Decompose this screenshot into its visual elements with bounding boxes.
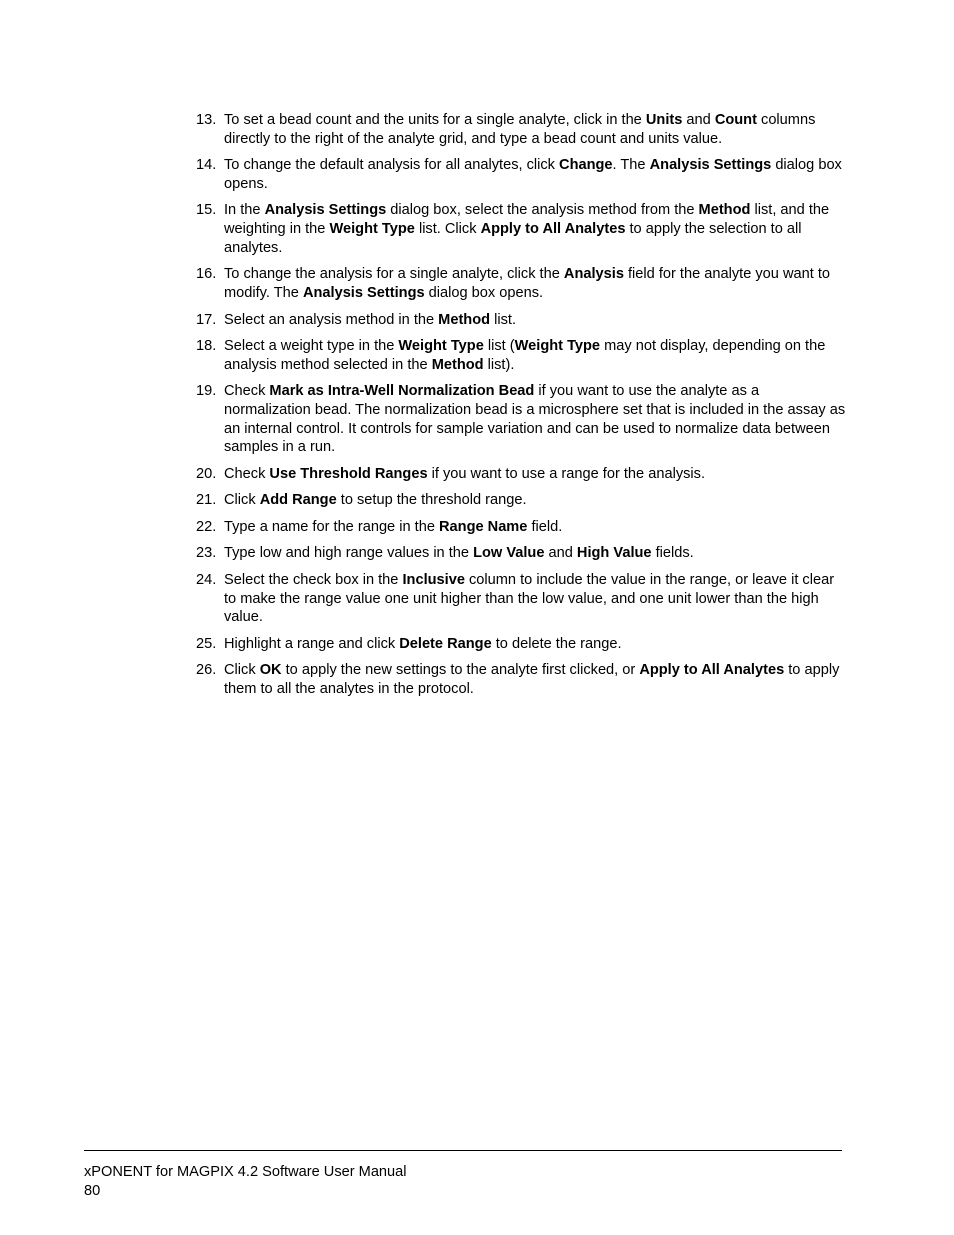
step-item <box>196 265 846 302</box>
step-text-run: Click <box>224 492 260 509</box>
ui-term: Range Name <box>439 518 528 535</box>
footer-divider <box>84 1150 842 1151</box>
step-text <box>224 112 815 147</box>
step-item <box>196 465 846 484</box>
footer-manual-title: xPONENT for MAGPIX 4.2 Software User Manual <box>84 1164 407 1180</box>
step-text-run: fields. <box>651 545 694 562</box>
ui-term: High Value <box>576 545 652 562</box>
ui-term: Units <box>645 112 683 128</box>
ui-term: Method <box>438 311 491 328</box>
step-number: 23. <box>196 545 217 562</box>
step-text-run: to setup the threshold range. <box>336 492 527 509</box>
step-item <box>196 311 846 330</box>
ui-term: Weight Type <box>329 221 415 238</box>
step-text <box>224 545 694 561</box>
ui-term: Mark as Intra-Well Normalization Bead <box>269 383 535 400</box>
step-text-run: dialog box, select the analysis method from the <box>386 202 699 219</box>
step-text-run: Select the check box in the <box>224 571 403 588</box>
step-text-run: To change the analysis for a single analyte, click the <box>224 266 564 283</box>
step-text-run: Highlight a range and click <box>224 635 400 652</box>
step-text <box>224 636 622 652</box>
ui-term: OK <box>259 662 282 679</box>
step-text <box>224 202 829 255</box>
step-text <box>224 662 839 697</box>
ui-term: Apply to All Analytes <box>480 221 626 238</box>
step-number: 22. <box>196 518 217 535</box>
step-text-run: to apply them to all the analytes in the protocol. <box>224 662 840 697</box>
ui-term: Method <box>431 356 484 373</box>
step-text-run: Type low and high range values in the <box>224 545 474 562</box>
footer-page-number: 80 <box>84 1182 101 1199</box>
step-text-run: to delete the range. <box>491 635 622 652</box>
step-item <box>196 491 846 510</box>
instructions-body <box>196 111 846 706</box>
page-footer <box>84 1163 407 1200</box>
step-item <box>196 337 846 374</box>
step-number: 19. <box>196 383 217 400</box>
step-text-run: To set a bead count and the units for a single analyte, click in the <box>224 112 646 128</box>
step-text-run: Click <box>224 662 260 679</box>
step-text-run: Select an analysis method in the <box>224 311 439 328</box>
step-text-run: field for the analyte you want to modify. The <box>224 266 830 302</box>
ui-term: Analysis Settings <box>649 157 772 174</box>
step-number: 15. <box>196 202 217 219</box>
step-text-run: list. Click <box>414 221 481 238</box>
step-item <box>196 635 846 654</box>
step-text <box>224 338 825 373</box>
step-text-run: and <box>544 545 577 562</box>
step-text-run: dialog box opens. <box>424 285 544 302</box>
step-text <box>224 466 705 482</box>
ui-term: Change <box>559 157 613 174</box>
step-text-run: if you want to use a range for the analysis. <box>427 465 706 482</box>
step-item <box>196 661 846 698</box>
step-item <box>196 571 846 627</box>
ui-term: Analysis Settings <box>302 285 425 302</box>
step-text-run: to apply the new settings to the analyte first clicked, or <box>281 662 640 679</box>
step-number: 16. <box>196 266 217 283</box>
step-text <box>224 492 527 508</box>
step-text-run: may not display, depending on the analysis method selected in the <box>224 338 826 373</box>
step-number: 14. <box>196 157 217 174</box>
step-text-run: list. <box>490 311 517 328</box>
ui-term: Inclusive <box>402 571 465 588</box>
ui-term: Count <box>714 112 757 128</box>
step-text-run: columns directly to the right of the analyte grid, and type a bead count and units value. <box>224 112 816 147</box>
ui-term: Low Value <box>473 545 545 562</box>
ui-term: Weight Type <box>398 338 484 355</box>
step-text-run: In the <box>224 202 265 219</box>
step-text-run: list ( <box>483 338 515 355</box>
step-item <box>196 382 846 457</box>
step-text-run: if you want to use the analyte as a normalization bead. The normalization bead is a microsphere set that is included in the assay as an internal control. It controls for sample variation and can be used to normalize data between samples in a run. <box>224 383 846 456</box>
ui-term: Analysis <box>563 266 624 283</box>
step-text <box>224 572 834 625</box>
step-text-run: Select a weight type in the <box>224 338 399 355</box>
ui-term: Analysis Settings <box>264 202 387 219</box>
step-item <box>196 544 846 563</box>
step-text-run: and <box>682 112 715 128</box>
ui-term: Use Threshold Ranges <box>269 465 428 482</box>
step-item <box>196 111 846 148</box>
step-number: 25. <box>196 635 217 652</box>
ui-term: Weight Type <box>514 338 601 355</box>
step-text-run: list, and the weighting in the <box>224 202 830 238</box>
step-text <box>224 383 845 455</box>
step-text-run: Check <box>224 465 270 482</box>
step-text <box>224 312 516 328</box>
ui-term: Delete Range <box>399 635 492 652</box>
step-text <box>224 266 830 301</box>
ui-term: Apply to All Analytes <box>639 662 785 679</box>
step-text-run: . The <box>612 157 650 174</box>
step-item <box>196 156 846 193</box>
step-item <box>196 518 846 537</box>
step-item <box>196 201 846 257</box>
steps-list <box>196 111 846 699</box>
step-number: 21. <box>196 492 217 509</box>
step-number: 24. <box>196 571 217 588</box>
step-text-run: Check <box>224 383 270 400</box>
step-number: 26. <box>196 662 217 679</box>
step-number: 18. <box>196 338 217 355</box>
step-text-run: list). <box>483 356 515 373</box>
step-text-run: Type a name for the range in the <box>224 518 439 535</box>
step-text <box>224 157 842 192</box>
step-text-run: field. <box>527 518 563 535</box>
step-number: 17. <box>196 311 217 328</box>
step-text <box>224 519 562 535</box>
step-text-run: dialog box opens. <box>224 157 842 192</box>
step-text-run: to apply the selection to all analytes. <box>224 221 802 256</box>
step-text-run: To change the default analysis for all analytes, click <box>224 157 560 174</box>
ui-term: Add Range <box>259 492 337 509</box>
step-number: 13. <box>196 112 217 128</box>
ui-term: Method <box>698 202 751 219</box>
step-number: 20. <box>196 465 217 482</box>
step-text-run: column to include the value in the range, or leave it clear to make the range value one unit higher than the low value, and one unit lower than the high value. <box>224 571 835 626</box>
